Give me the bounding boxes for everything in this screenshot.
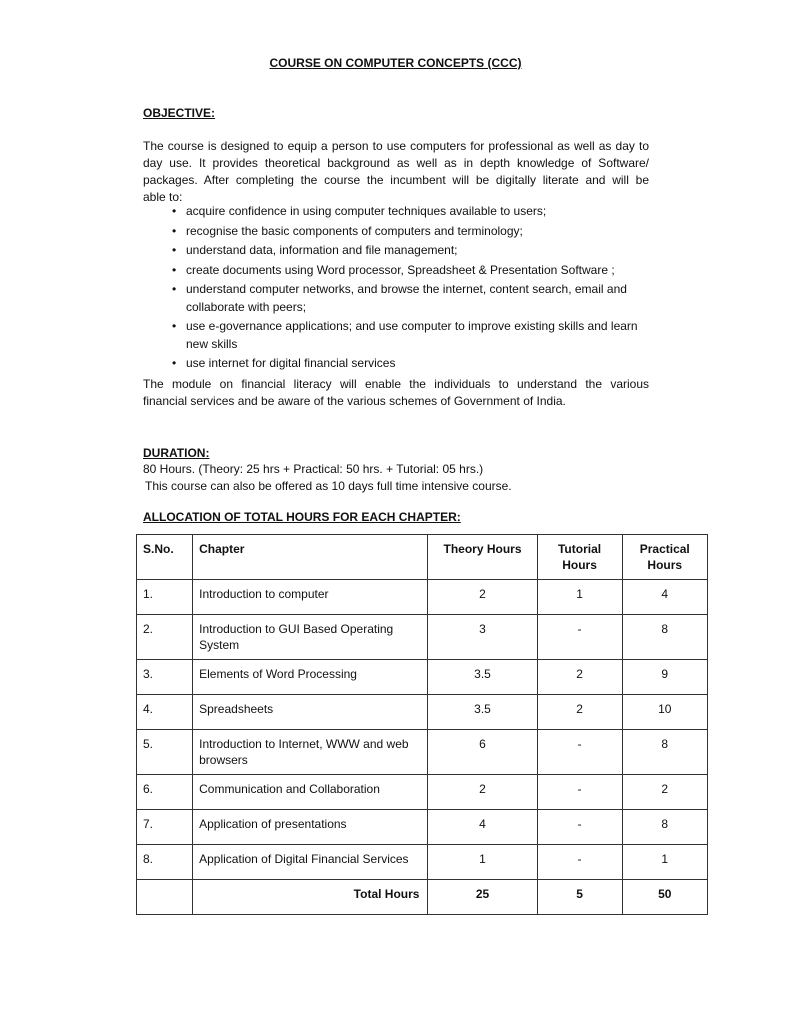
bullet-item: • use e-governance applications; and use computer to improve existing skills and learn new skills: [168, 318, 650, 353]
cell-tutorial: 2: [537, 695, 622, 730]
intro-line: packages. After completing the course the incumbent will be digitally literate and will be: [143, 173, 649, 187]
cell-chapter: Communication and Collaboration: [193, 775, 428, 810]
cell-sno: 1.: [137, 580, 193, 615]
cell-tutorial: 2: [537, 660, 622, 695]
cell-sno: 4.: [137, 695, 193, 730]
duration-line: 80 Hours. (Theory: 25 hrs + Practical: 50 hrs. + Tutorial: 05 hrs.): [143, 462, 484, 476]
cell-theory: 2: [428, 775, 537, 810]
cell-sno: 3.: [137, 660, 193, 695]
cell-sno: 5.: [137, 730, 193, 775]
table-header-row: [137, 535, 708, 580]
cell-practical: 8: [622, 810, 707, 845]
table-total-row: [137, 880, 708, 915]
intro-line: able to:: [143, 190, 183, 204]
duration-heading: DURATION:: [143, 446, 210, 460]
cell-tutorial: -: [537, 775, 622, 810]
cell-tutorial: -: [537, 615, 622, 660]
cell-practical: 4: [622, 580, 707, 615]
bullet-item: • acquire confidence in using computer techniques available to users;: [168, 203, 650, 221]
hours-allocation-table: [136, 534, 708, 915]
header-chapter: Chapter: [193, 535, 428, 580]
cell-sno: 8.: [137, 845, 193, 880]
table-row: [137, 695, 708, 730]
cell-theory: 3.5: [428, 695, 537, 730]
cell-tutorial: -: [537, 845, 622, 880]
cell-practical: 10: [622, 695, 707, 730]
total-tutorial: 5: [537, 880, 622, 915]
cell-empty: [137, 880, 193, 915]
bullet-item: • understand computer networks, and browse the internet, content search, email and collaborate with peers;: [168, 281, 650, 316]
table-row: [137, 730, 708, 775]
bullet-item: • use internet for digital financial services: [168, 355, 650, 373]
table-row: [137, 660, 708, 695]
intro-line: The course is designed to equip a person to use computers for professional as well as day to: [143, 139, 649, 153]
cell-practical: 8: [622, 615, 707, 660]
cell-practical: 8: [622, 730, 707, 775]
objective-closing: [143, 376, 649, 410]
cell-theory: 1: [428, 845, 537, 880]
cell-practical: 2: [622, 775, 707, 810]
bullet-item: • create documents using Word processor, Spreadsheet & Presentation Software ;: [168, 262, 650, 280]
objective-heading: OBJECTIVE:: [143, 106, 216, 120]
cell-sno: 2.: [137, 615, 193, 660]
cell-theory: 4: [428, 810, 537, 845]
cell-theory: 2: [428, 580, 537, 615]
cell-chapter: Introduction to GUI Based Operating System: [193, 615, 428, 660]
bullet-item: • recognise the basic components of computers and terminology;: [168, 223, 650, 241]
closing-line: The module on financial literacy will enable the individuals to understand the various: [143, 377, 649, 391]
header-theory: Theory Hours: [428, 535, 537, 580]
objective-bullet-list: [168, 203, 650, 375]
cell-theory: 6: [428, 730, 537, 775]
intro-line: day use. It provides theoretical background as well as in depth knowledge of Software/: [143, 156, 649, 170]
cell-chapter: Introduction to Internet, WWW and web browsers: [193, 730, 428, 775]
cell-chapter: Introduction to computer: [193, 580, 428, 615]
allocation-heading: ALLOCATION OF TOTAL HOURS FOR EACH CHAPTER:: [143, 510, 461, 524]
table-row: [137, 845, 708, 880]
cell-practical: 9: [622, 660, 707, 695]
table-row: [137, 615, 708, 660]
cell-tutorial: 1: [537, 580, 622, 615]
cell-tutorial: -: [537, 730, 622, 775]
cell-tutorial: -: [537, 810, 622, 845]
header-sno: S.No.: [137, 535, 193, 580]
header-tutorial: Tutorial Hours: [537, 535, 622, 580]
cell-sno: 7.: [137, 810, 193, 845]
duration-line: This course can also be offered as 10 days full time intensive course.: [145, 479, 512, 493]
bullet-item: • understand data, information and file management;: [168, 242, 650, 260]
document-title: COURSE ON COMPUTER CONCEPTS (CCC): [269, 56, 522, 70]
total-label: Total Hours: [193, 880, 428, 915]
cell-practical: 1: [622, 845, 707, 880]
header-practical: Practical Hours: [622, 535, 707, 580]
cell-chapter: Spreadsheets: [193, 695, 428, 730]
closing-line: financial services and be aware of the various schemes of Government of India.: [143, 394, 566, 408]
objective-intro: [143, 138, 649, 206]
table-row: [137, 775, 708, 810]
table-row: [137, 810, 708, 845]
cell-sno: 6.: [137, 775, 193, 810]
cell-theory: 3.5: [428, 660, 537, 695]
cell-theory: 3: [428, 615, 537, 660]
total-practical: 50: [622, 880, 707, 915]
cell-chapter: Application of Digital Financial Services: [193, 845, 428, 880]
cell-chapter: Elements of Word Processing: [193, 660, 428, 695]
cell-chapter: Application of presentations: [193, 810, 428, 845]
total-theory: 25: [428, 880, 537, 915]
table-row: [137, 580, 708, 615]
